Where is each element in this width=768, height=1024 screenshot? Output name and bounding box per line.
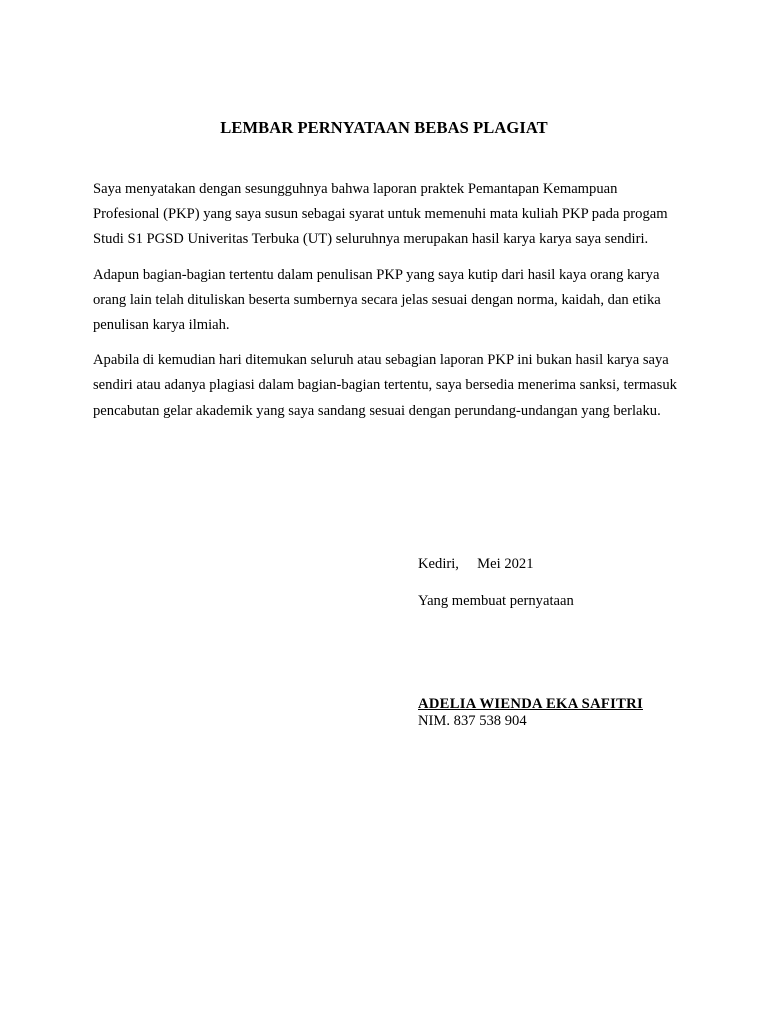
signer-nim: NIM. 837 538 904: [418, 713, 527, 729]
paragraph-declaration: Saya menyatakan dengan sesungguhnya bahwa laporan praktek Pemantapan Kemampuan Profesional (PKP) yang saya susun sebagai syarat untuk memenuhi mata kuliah PKP pada progam Studi S1 PGSD Univeritas Terbuka (UT) seluruhnya merupakan hasil karya karya saya sendiri.: [93, 181, 668, 248]
signer-name: ADELIA WIENDA EKA SAFITRI: [418, 696, 643, 712]
document-body: [93, 177, 683, 434]
document-title: LEMBAR PERNYATAAN BEBAS PLAGIAT: [220, 118, 548, 137]
place-date: Kediri, Mei 2021: [418, 556, 534, 572]
paragraph-citations: Adapun bagian-bagian tertentu dalam penulisan PKP yang saya kutip dari hasil kaya orang karya orang lain telah dituliskan beserta sumbernya secara jelas sesuai dengan norma, kaidah, dan etika penulisan karya ilmiah.: [93, 266, 661, 334]
paragraph-sanctions: Apabila di kemudian hari ditemukan seluruh atau sebagian laporan PKP ini bukan hasil karya saya sendiri atau adanya plagiasi dalam bagian-bagian tertentu, saya bersedia menerima sanksi, termasuk pencabutan gelar akademik yang saya sandang sesuai dengan perundang-undangan yang berlaku.: [93, 352, 677, 419]
signer-role: Yang membuat pernyataan: [418, 593, 574, 609]
